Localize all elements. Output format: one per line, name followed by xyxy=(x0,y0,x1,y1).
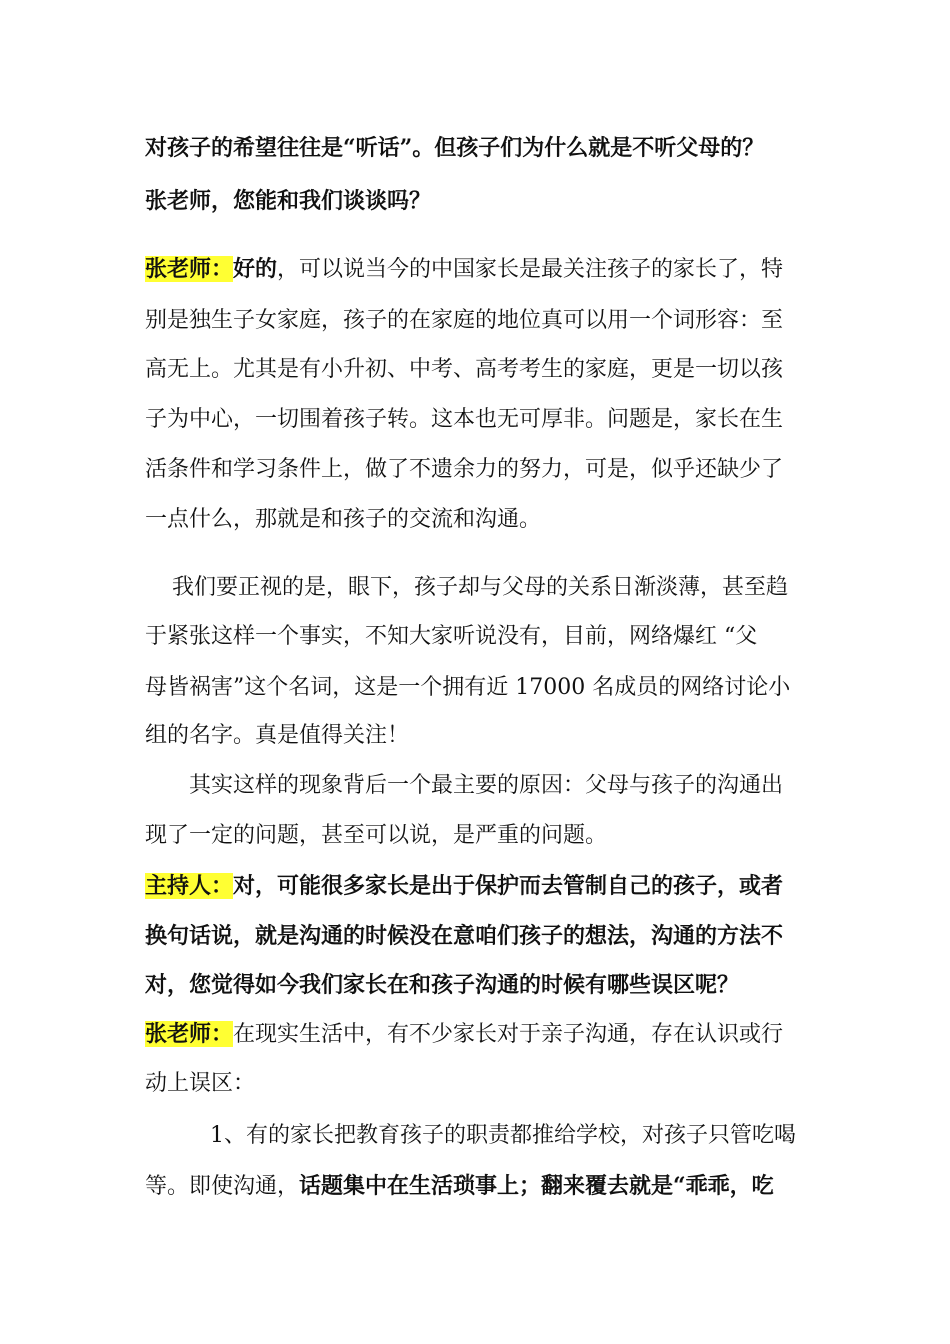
speaker-label-teacher: 张老师： xyxy=(145,256,234,282)
answer1-line-2: 别是独生子女家庭，孩子的在家庭的地位真可以用一个词形容：至 xyxy=(145,308,784,333)
answer1-line-5: 活条件和学习条件上，做了不遗余力的努力，可是，似乎还缺少了 xyxy=(145,457,784,482)
answer2-line-1 xyxy=(145,1018,815,1051)
answer1-lead: 好的 xyxy=(233,256,278,282)
answer1-line-4: 子为中心，一切围着孩子转。这本也无可厚非。问题是，家长在生 xyxy=(145,407,784,432)
para2-line-4: 组的名字。真是值得关注！ xyxy=(145,723,410,748)
answer2-line-1-text: 在现实生活中，有不少家长对于亲子沟通，存在认识或行 xyxy=(233,1022,784,1047)
question-intro-line-2: 张老师，您能和我们谈谈吗？ xyxy=(145,188,432,214)
answer1-line-3: 高无上。尤其是有小升初、中考、高考考生的家庭，更是一切以孩 xyxy=(145,357,784,382)
host-question-line-1-text: 对，可能很多家长是出于保护而去管制自己的孩子，或者 xyxy=(233,873,784,899)
para3-line-2: 现了一定的问题，甚至可以说，是严重的问题。 xyxy=(145,823,608,848)
para2-line-1: 我们要正视的是，眼下，孩子却与父母的关系日渐淡薄，甚至趋 xyxy=(172,575,789,600)
question-intro-line-1: 对孩子的希望往往是“听话”。但孩子们为什么就是不听父母的？ xyxy=(145,135,765,161)
host-question-line-3: 对，您觉得如今我们家长在和孩子沟通的时候有哪些误区呢？ xyxy=(145,972,740,998)
answer1-line-1 xyxy=(145,253,815,286)
speaker-label-teacher-2: 张老师： xyxy=(145,1021,234,1047)
host-question-line-1 xyxy=(145,870,815,902)
speaker-label-host: 主持人： xyxy=(145,873,234,899)
host-question-line-2: 换句话说，就是沟通的时候没在意咱们孩子的想法，沟通的方法不 xyxy=(145,923,784,949)
answer2-line-2: 动上误区： xyxy=(145,1071,256,1096)
item1-line-1: 1、有的家长把教育孩子的职责都推给学校，对孩子只管吃喝 xyxy=(210,1123,796,1148)
item1-line-2-plain: 等。即使沟通， xyxy=(145,1174,300,1199)
para2-line-2: 于紧张这样一个事实，不知大家听说没有，目前，网络爆红 “父 xyxy=(145,624,758,649)
item1-line-2 xyxy=(145,1170,815,1203)
para3-line-1: 其实这样的现象背后一个最主要的原因：父母与孩子的沟通出 xyxy=(189,773,784,798)
answer1-line-1-text: ，可以说当今的中国家长是最关注孩子的家长了，特 xyxy=(277,257,784,282)
item1-line-2-bold: 话题集中在生活琐事上；翻来覆去就是“乖乖，吃 xyxy=(299,1173,774,1199)
para2-line-3: 母皆祸害”这个名词，这是一个拥有近 17000 名成员的网络讨论小 xyxy=(145,675,791,700)
answer1-line-6: 一点什么，那就是和孩子的交流和沟通。 xyxy=(145,507,542,532)
